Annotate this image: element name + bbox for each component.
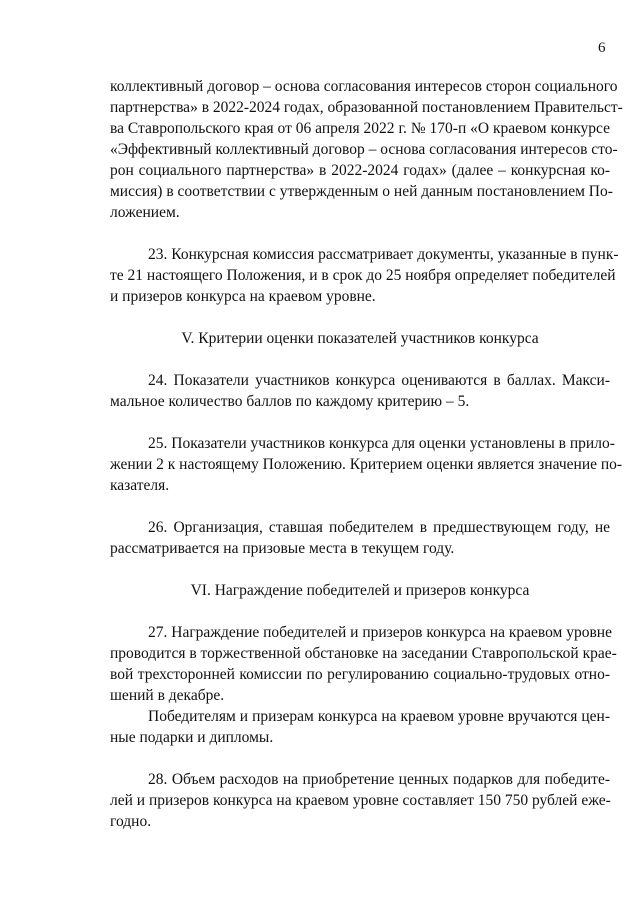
text-line: 25. Показатели участников конкурса для оценки установлены в прило-: [148, 435, 615, 452]
text-line: рон социального партнерства» в 2022-2024 годах» (далее – конкурсная ко-: [110, 162, 610, 179]
text-line: 26. Организация, ставшая победителем в предшествующем году, не: [148, 519, 610, 536]
text-line: Победителям и призерам конкурса на краевом уровне вручаются цен-: [148, 708, 610, 725]
text-line: коллективный договор – основа согласования интересов сторон социального: [110, 78, 618, 95]
paragraph-gap: [110, 559, 610, 580]
paragraph-gap: [110, 601, 610, 622]
paragraph: [110, 769, 610, 832]
text-line: 24. Показатели участников конкурса оцениваются в баллах. Макси-: [148, 372, 610, 389]
text-line: проводится в торжественной обстановке на заседании Ставропольской крае-: [110, 645, 617, 662]
text-line: и призеров конкурса на краевом уровне.: [110, 288, 376, 305]
text-line: миссия) в соответствии с утвержденным о ней данным постановлением По-: [110, 183, 613, 200]
text-line: 27. Награждение победителей и призеров конкурса на краевом уровне: [148, 624, 612, 641]
paragraph-gap: [110, 496, 610, 517]
paragraph: [110, 433, 623, 496]
paragraph: [110, 244, 619, 307]
paragraph: [110, 76, 623, 223]
paragraph: [110, 706, 610, 748]
text-line: казателя.: [110, 477, 170, 494]
paragraph-gap: [110, 412, 610, 433]
page-number: 6: [598, 40, 606, 56]
text-line: 28. Объем расходов на приобретение ценных подарков для победите-: [148, 771, 610, 788]
paragraph-gap: [110, 349, 610, 370]
paragraph-gap: [110, 307, 610, 328]
paragraph-gap: [110, 748, 610, 769]
text-line: «Эффективный коллективный договор – основа согласования интересов сто-: [110, 141, 618, 158]
section-heading: VI. Награждение победителей и призеров конкурса: [190, 582, 530, 599]
text-line: рассматривается на призовые места в текущем году.: [110, 540, 455, 557]
text-line: мальное количество баллов по каждому критерию – 5.: [110, 393, 470, 410]
text-line: ва Ставропольского края от 06 апреля 2022 г. № 170-п «О краевом конкурсе: [110, 120, 610, 137]
text-line: лей и призеров конкурса на краевом уровне составляет 150 750 рублей еже-: [110, 792, 611, 809]
document-body: [110, 76, 623, 832]
text-line: жении 2 к настоящему Положению. Критерием оценки является значение по-: [110, 456, 623, 473]
text-line: годно.: [110, 813, 152, 830]
text-line: ложением.: [110, 204, 180, 221]
text-line: те 21 настоящего Положения, и в срок до 25 ноября определяет победителей: [110, 267, 616, 284]
text-line: партнерства» в 2022-2024 годах, образованной постановлением Правительст-: [110, 99, 623, 116]
text-line: вой трехсторонней комиссии по регулированию социально-трудовых отно-: [110, 666, 610, 683]
text-line: ные подарки и дипломы.: [110, 729, 274, 746]
text-line: 23. Конкурсная комиссия рассматривает документы, указанные в пунк-: [148, 246, 619, 263]
paragraph: [110, 370, 610, 412]
paragraph-gap: [110, 223, 610, 244]
section-heading: V. Критерии оценки показателей участников конкурса: [181, 330, 539, 347]
paragraph: [110, 517, 610, 559]
paragraph: [110, 622, 617, 706]
text-line: шений в декабре.: [110, 687, 225, 704]
